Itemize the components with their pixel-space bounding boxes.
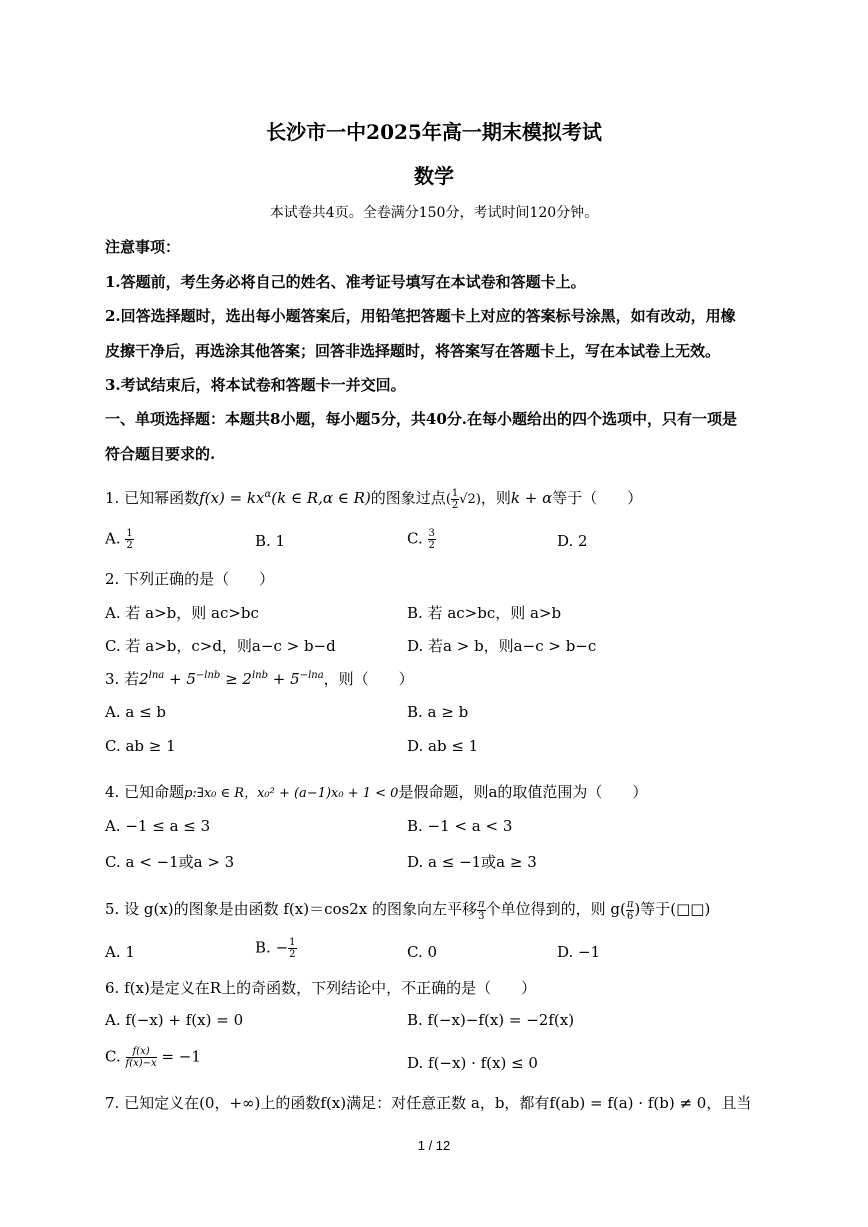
notes-heading: 注意事项： <box>105 238 181 256</box>
note-2b: 皮擦干净后，再选涂其他答案；回答非选择题时，将答案写在答题卡上，写在本试卷上无效。 <box>105 342 721 360</box>
q4-option-a: A. −1 ≤ a ≤ 3 <box>105 817 211 835</box>
q2-option-b: B. 若 ac>bc，则 a>b <box>407 604 562 622</box>
q5-option-b: B. − $\frac{1}{2}$ <box>255 937 296 960</box>
note-1: 1.答题前，考生务必将自己的姓名、准考证号填写在本试卷和答题卡上。 <box>105 273 586 291</box>
question-4: 4. 已知命题p:∃x₀ ∈ R，x₀² + (a−1)x₀ + 1 < 0是假命题，则a的取值范围为（ ） <box>105 783 648 801</box>
q1-post: ，则 <box>480 489 511 507</box>
q1-pt: √2) <box>459 492 481 507</box>
q4-option-b: B. −1 < a < 3 <box>407 817 513 835</box>
q3-option-a: A. a ≤ b <box>105 703 167 721</box>
section1-line1: 一、单项选择题：本题共8小题，每小题5分，共40分.在每小题给出的四个选项中，只有一项是 <box>105 410 737 428</box>
q1-tail: 等于（ ） <box>552 489 643 507</box>
question-6: 6. f(x)是定义在R上的奇函数，下列结论中，不正确的是（ ） <box>105 979 537 997</box>
q1-exp: α <box>264 489 272 500</box>
exam-title: 长沙市一中2025年高一期末模拟考试 <box>266 120 602 144</box>
q1-mid: 的图象过点 <box>370 489 446 507</box>
q2-option-d: D. 若a > b，则a−c > b−c <box>407 637 597 655</box>
subject-title: 数学 <box>414 164 454 188</box>
section1-line2: 符合题目要求的. <box>105 445 216 463</box>
q2-option-a: A. 若 a>b，则 ac>bc <box>105 604 259 622</box>
q5-option-d: D. −1 <box>557 943 601 961</box>
q3-option-c: C. ab ≥ 1 <box>105 737 176 755</box>
q1-pre: 1. 已知幂函数 <box>105 489 200 507</box>
question-3: 3. 若$2^{lna} + 5^{-lnb} \ge 2^{lnb} + 5^{-lna}$，则（ ） <box>105 670 414 688</box>
q6-option-a: A. f(−x) + f(x) = 0 <box>105 1011 244 1029</box>
exam-info: 本试卷共4页。全卷满分150分，考试时间120分钟。 <box>269 205 599 221</box>
q2-option-c: C. 若 a>b，c>d，则a−c > b−d <box>105 637 336 655</box>
question-1: 1. 已知幂函数$f(x) = kx^\alpha(k$ ∈ R,α ∈ R)的图象过点( $\frac{1}{2}$ √2)，则k + α等于（ ） <box>105 487 643 511</box>
question-2: 2. 下列正确的是（ ） <box>105 570 275 588</box>
q1-option-c: C. $\frac{3}{2}$ <box>407 528 435 551</box>
q1-option-d: D. 2 <box>557 532 588 550</box>
q6-option-c: C. $\frac{f(x)}{f(x)-x}$ = −1 <box>105 1046 201 1069</box>
q4-option-c: C. a < −1或a > 3 <box>105 853 235 871</box>
page-number: 1 / 12 <box>417 1138 451 1153</box>
q1-pt-den: 2 <box>451 499 459 511</box>
q3-option-d: D. ab ≤ 1 <box>407 737 479 755</box>
q6-option-d: D. f(−x) · f(x) ≤ 0 <box>407 1054 538 1072</box>
question-5: 5. 设 g(x)的图象是由函数 f(x)＝cos2x 的图象向左平移 $\frac{\pi}{3}$ 个单位得到的，则 g( $\frac{\pi}{6}$ )等于(□□) <box>105 898 711 922</box>
q5-option-a: A. 1 <box>105 943 135 961</box>
note-2a: 2.回答选择题时，选出每小题答案后，用铅笔把答题卡上对应的答案标号涂黑，如有改动，用橡 <box>105 307 736 325</box>
q1-cond: (k ∈ R,α ∈ R) <box>271 489 371 507</box>
q1-option-b: B. 1 <box>255 532 286 550</box>
note-3: 3.考试结束后，将本试卷和答题卡一并交回。 <box>105 376 406 394</box>
q4-option-d: D. a ≤ −1或a ≥ 3 <box>407 853 537 871</box>
question-7: 7. 已知定义在(0，+∞)上的函数f(x)满足：对任意正数 a，b，都有f(ab) = f(a) · f(b) ≠ 0，且当 <box>105 1094 752 1112</box>
q3-option-b: B. a ≥ b <box>407 703 469 721</box>
q6-option-b: B. f(−x)−f(x) = −2f(x) <box>407 1011 575 1029</box>
q5-option-c: C. 0 <box>407 943 438 961</box>
q1-sum: k + α <box>510 489 553 507</box>
q1-option-a: A. $\frac{1}{2}$ <box>105 528 133 551</box>
q1-func: f(x) = kx <box>199 489 265 507</box>
q1-pt-num: 1 <box>451 487 459 499</box>
